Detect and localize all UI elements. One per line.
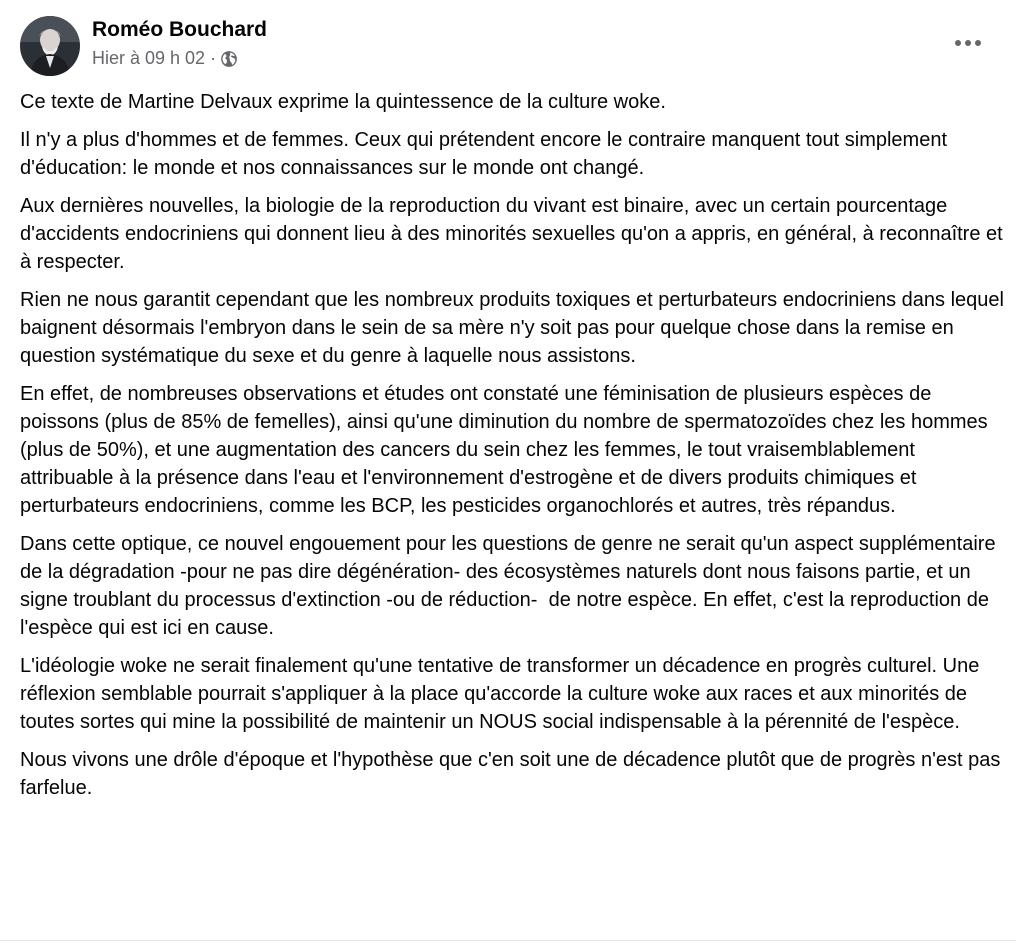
post-header [20,16,267,76]
post-body [20,88,1010,812]
author-name[interactable]: Roméo Bouchard [92,18,268,41]
author-avatar[interactable] [20,16,80,76]
post-paragraph: Nous vivons une drôle d'époque et l'hypothèse que c'en soit une de décadence plutôt que de progrès n'est pas farfelue. [20,749,1006,799]
avatar-photo-icon [20,16,80,76]
separator-dot: · [210,48,217,68]
post-paragraph: En effet, de nombreuses observations et études ont constaté une féminisation de plusieurs espèces de poissons (plus de 85% de femelles), ainsi qu'une diminution du nombre de spermatozoïdes chez les hommes (plus de 50%), et une augmentation des cancers du sein chez les femmes, le tout vraisemblablement attribuable à la présence dans l'eau et l'environnement d'estrogène et de divers produits chimiques et perturbateurs endocriniens, comme les BCP, les pesticides organochlorés et autres, très répandus. [20,383,994,517]
post-timestamp[interactable]: Hier à 09 h 02 [92,48,206,68]
post-paragraph: Ce texte de Martine Delvaux exprime la quintessence de la culture woke. [20,91,666,113]
post-paragraph: Rien ne nous garantit cependant que les nombreux produits toxiques et perturbateurs endocriniens dans lequel baignent désormais l'embryon dans le sein de sa mère n'y soit pas pour quelque chose dans la remise en question systématique du sexe et du genre à laquelle nous assistons. [20,289,1010,367]
more-options-icon [954,39,982,47]
post-paragraph: L'idéologie woke ne serait finalement qu'une tentative de transformer un décadence en progrès culturel. Une réflexion semblable pourrait s'appliquer à la place qu'accorde la culture woke aux races et aux minorités de toutes sortes qui mine la possibilité de maintenir un NOUS social indispensable à la pérennité de l'espèce. [20,655,985,733]
more-options-button[interactable] [950,30,986,56]
post-meta [92,16,267,71]
post-paragraph: Dans cette optique, ce nouvel engouement pour les questions de genre ne serait qu'un aspect supplémentaire de la dégradation -pour ne pas dire dégénération- des écosystèmes naturels dont nous faisons partie, et un signe troublant du processus d'extinction -ou de réduction- de notre espèce. En effet, c'est la reproduction de l'espèce qui est ici en cause. [20,533,1002,639]
post-subline [92,45,267,71]
globe-icon[interactable] [220,49,238,67]
post-paragraph: Il n'y a plus d'hommes et de femmes. Ceux qui prétendent encore le contraire manquent tout simplement d'éducation: le monde et nos connaissances sur le monde ont changé. [20,129,953,179]
post-paragraph: Aux dernières nouvelles, la biologie de la reproduction du vivant est binaire, avec un certain pourcentage d'accidents endocriniens qui donnent lieu à des minorités sexuelles qu'on a appris, en général, à reconnaître et à respecter. [20,195,1009,273]
